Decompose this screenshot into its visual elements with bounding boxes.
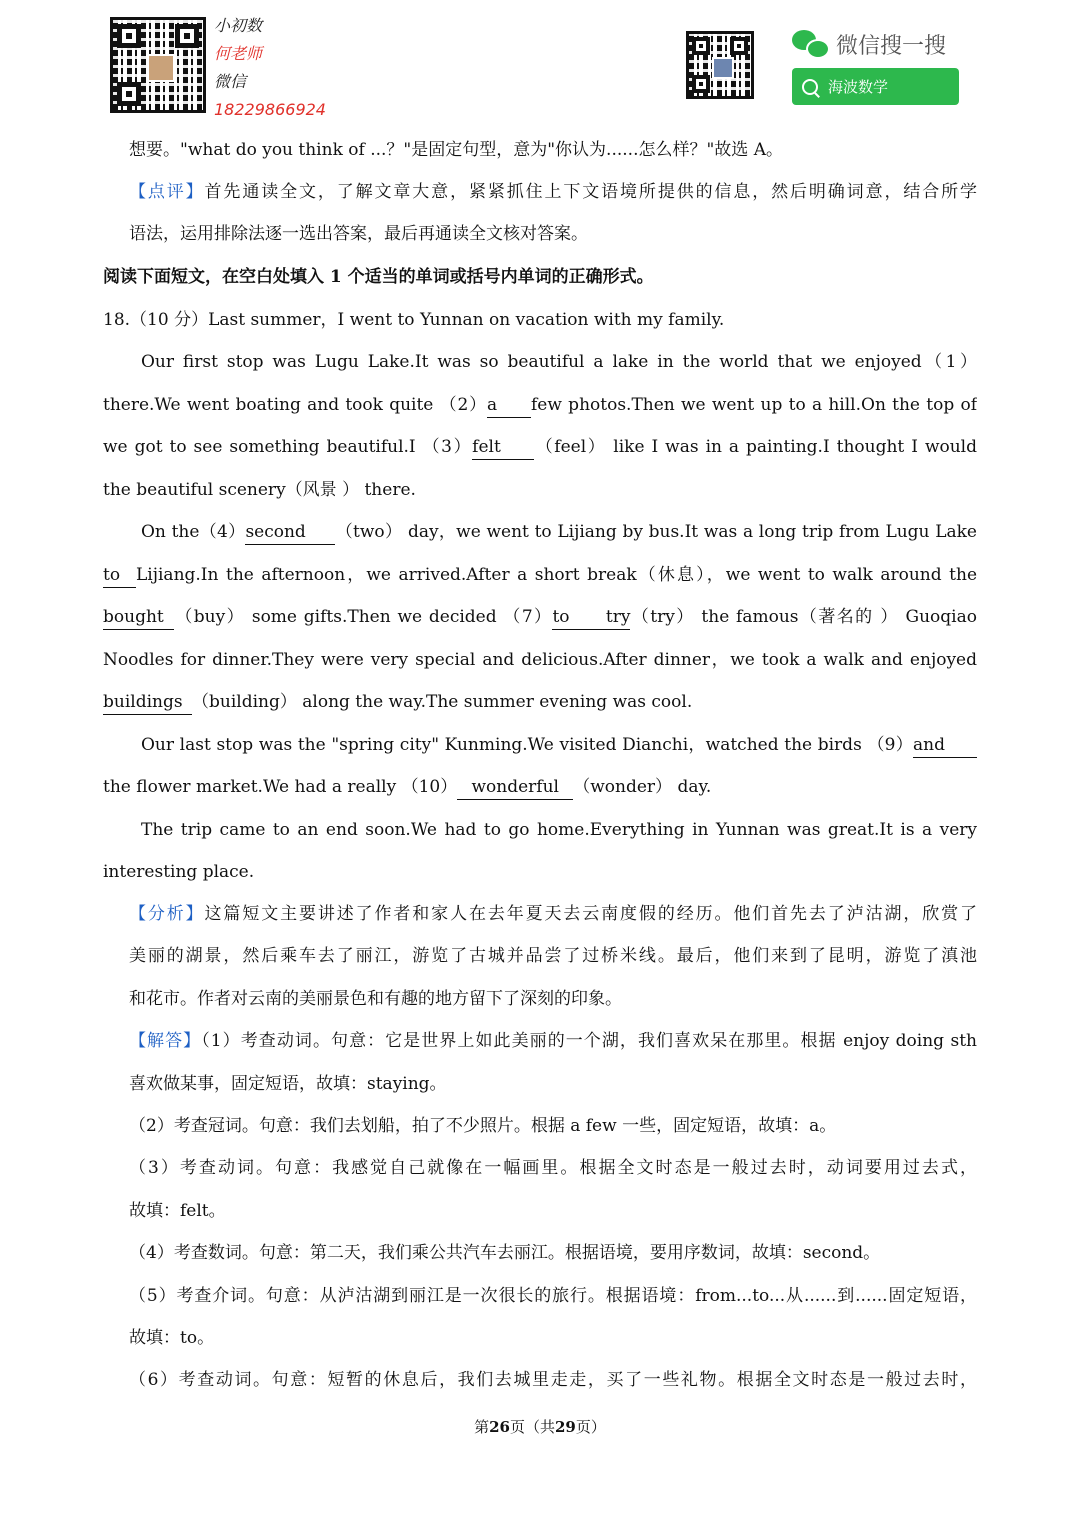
answer-blank-5: to	[103, 564, 136, 588]
comment-tag: 【点评】	[129, 182, 205, 202]
contact-name: 何老师	[214, 44, 263, 63]
solution-tag: 【解答】	[129, 1031, 202, 1051]
passage-line: Noodles for dinner.They were very special and delicious.After dinner，we took a walk and enjoyed	[103, 650, 977, 670]
solution-line: 喜欢做某事，固定短语，故填：staying。	[129, 1074, 447, 1094]
contact-info	[214, 12, 326, 124]
answer-blank-4: second	[245, 521, 335, 545]
passage-line	[141, 730, 977, 760]
passage-line	[141, 517, 977, 547]
contact-phone: 18229866924	[214, 100, 326, 119]
solution-line: （3）考查动词。句意：我感觉自己就像在一幅画里。根据全文时态是一般过去时，动词要用过去式，	[129, 1158, 977, 1178]
text-span: the flower market.We had a really （10）	[103, 777, 458, 797]
answer-blank-9: and	[913, 734, 977, 758]
passage-line	[103, 390, 977, 420]
text-span: （buy） some gifts.Then we decided （7）	[174, 607, 553, 627]
total-pages: 29	[555, 1418, 576, 1436]
contact-line: 微信	[214, 72, 247, 91]
text-span: （1）考查动词。句意：它是世界上如此美丽的一个湖，我们喜欢呆在那里。根据 enjoy doing sth	[201, 1031, 977, 1051]
text-span: Our last stop was the "spring city" Kunming.We visited Dianchi，watched the birds （9）	[141, 735, 913, 755]
text-span: （try） the famous（著名的 ） Guoqiao	[630, 607, 977, 627]
passage-line: the beautiful scenery（风景 ） there.	[103, 480, 416, 500]
text-span: we got to see something beautiful.I （3）	[103, 437, 473, 457]
search-button[interactable]	[792, 68, 959, 105]
search-label: 海波数学	[828, 78, 889, 96]
text-span: 这篇短文主要讲述了作者和家人在去年夏天去云南度假的经历。他们首先去了泸沽湖，欣赏了	[204, 904, 977, 924]
contact-line: 小初数	[214, 16, 263, 35]
current-page: 26	[489, 1418, 510, 1436]
text-span: （feel） like I was in a painting.I thought I would	[534, 437, 977, 457]
passage-line	[103, 560, 977, 590]
wechat-icon	[792, 30, 828, 58]
analysis-line: 和花市。作者对云南的美丽景色和有趣的地方留下了深刻的印象。	[129, 989, 622, 1009]
analysis-line: 美丽的湖景，然后乘车去了丽江，游览了古城并品尝了过桥米线。最后，他们来到了昆明，游览了滇池	[129, 946, 977, 966]
text-line: 语法，运用排除法逐一选出答案，最后再通读全文核对答案。	[129, 224, 588, 244]
solution-line: （2）考查冠词。句意：我们去划船，拍了不少照片。根据 a few 一些，固定短语，故填：a。	[129, 1116, 837, 1136]
answer-blank-6: bought	[103, 606, 174, 630]
text-span: （wonder） day.	[573, 777, 712, 797]
solution-line	[129, 1026, 977, 1056]
text-span: On the（4）	[141, 522, 246, 542]
answer-blank-3: felt	[472, 436, 534, 460]
solution-line: 故填：felt。	[129, 1201, 226, 1221]
page-header	[0, 0, 1080, 125]
footer-text: 页（共	[509, 1418, 555, 1436]
passage-line	[103, 687, 692, 717]
answer-blank-10: wonderful	[457, 776, 573, 800]
avatar	[147, 54, 175, 82]
answer-blank-2: a	[487, 394, 531, 418]
passage-line	[141, 347, 977, 377]
solution-line: （4）考查数词。句意：第二天，我们乘公共汽车去丽江。根据语境，要用序数词，故填：second。	[129, 1243, 881, 1263]
qr-code-icon	[686, 31, 754, 99]
passage-line: The trip came to an end soon.We had to go home.Everything in Yunnan was great.It is a very	[141, 820, 977, 840]
analysis-tag: 【分析】	[129, 904, 205, 924]
solution-line: （5）考查介词。句意：从泸沽湖到丽江是一次很长的旅行。根据语境：from...to...从......到......固定短语，	[129, 1286, 977, 1306]
passage-line	[103, 432, 977, 462]
answer-blank-8: buildings	[103, 691, 192, 715]
solution-line: （6）考查动词。句意：短暂的休息后，我们去城里走走，买了一些礼物。根据全文时态是一般过去时，	[129, 1370, 977, 1390]
text-span: few photos.Then we went up to a hill.On the top of	[531, 395, 977, 415]
footer-text: 第	[474, 1418, 490, 1436]
footer-text: 页）	[575, 1418, 606, 1436]
solution-line: 故填：to。	[129, 1328, 215, 1348]
text-span: （building） along the way.The summer evening was cool.	[192, 692, 693, 712]
passage-line	[103, 772, 711, 802]
text-span: Our first stop was Lugu Lake.It was so beautiful a lake in the world that we enjoyed（1）	[141, 352, 977, 372]
search-icon	[802, 79, 818, 95]
text-line: 想要。"what do you think of ...？"是固定句型，意为"你认为......怎么样？"故选 A。	[129, 140, 783, 160]
qr-code-icon	[110, 17, 206, 113]
page-number	[0, 1412, 1080, 1442]
section-instruction: 阅读下面短文，在空白处填入 1 个适当的单词或括号内单词的正确形式。	[103, 267, 654, 287]
comment-line	[129, 177, 977, 207]
wechat-search-title	[792, 28, 946, 60]
text-span: there.We went boating and took quite （2）	[103, 395, 488, 415]
passage-line	[103, 602, 977, 632]
question-title: 18.（10 分）Last summer，I went to Yunnan on vacation with my family.	[103, 310, 725, 330]
analysis-line	[129, 899, 977, 929]
wechat-title-text: 微信搜一搜	[836, 33, 947, 59]
text-span: 首先通读全文，了解文章大意，紧紧抓住上下文语境所提供的信息，然后明确词意，结合所学	[204, 182, 977, 202]
passage-line: interesting place.	[103, 862, 255, 882]
text-span: Lijiang.In the afternoon，we arrived.After a short break（休息），we went to walk around the	[136, 565, 977, 585]
answer-blank-7: to try	[552, 606, 630, 630]
text-span: （two） day，we went to Lijiang by bus.It was a long trip from Lugu Lake	[335, 522, 977, 542]
